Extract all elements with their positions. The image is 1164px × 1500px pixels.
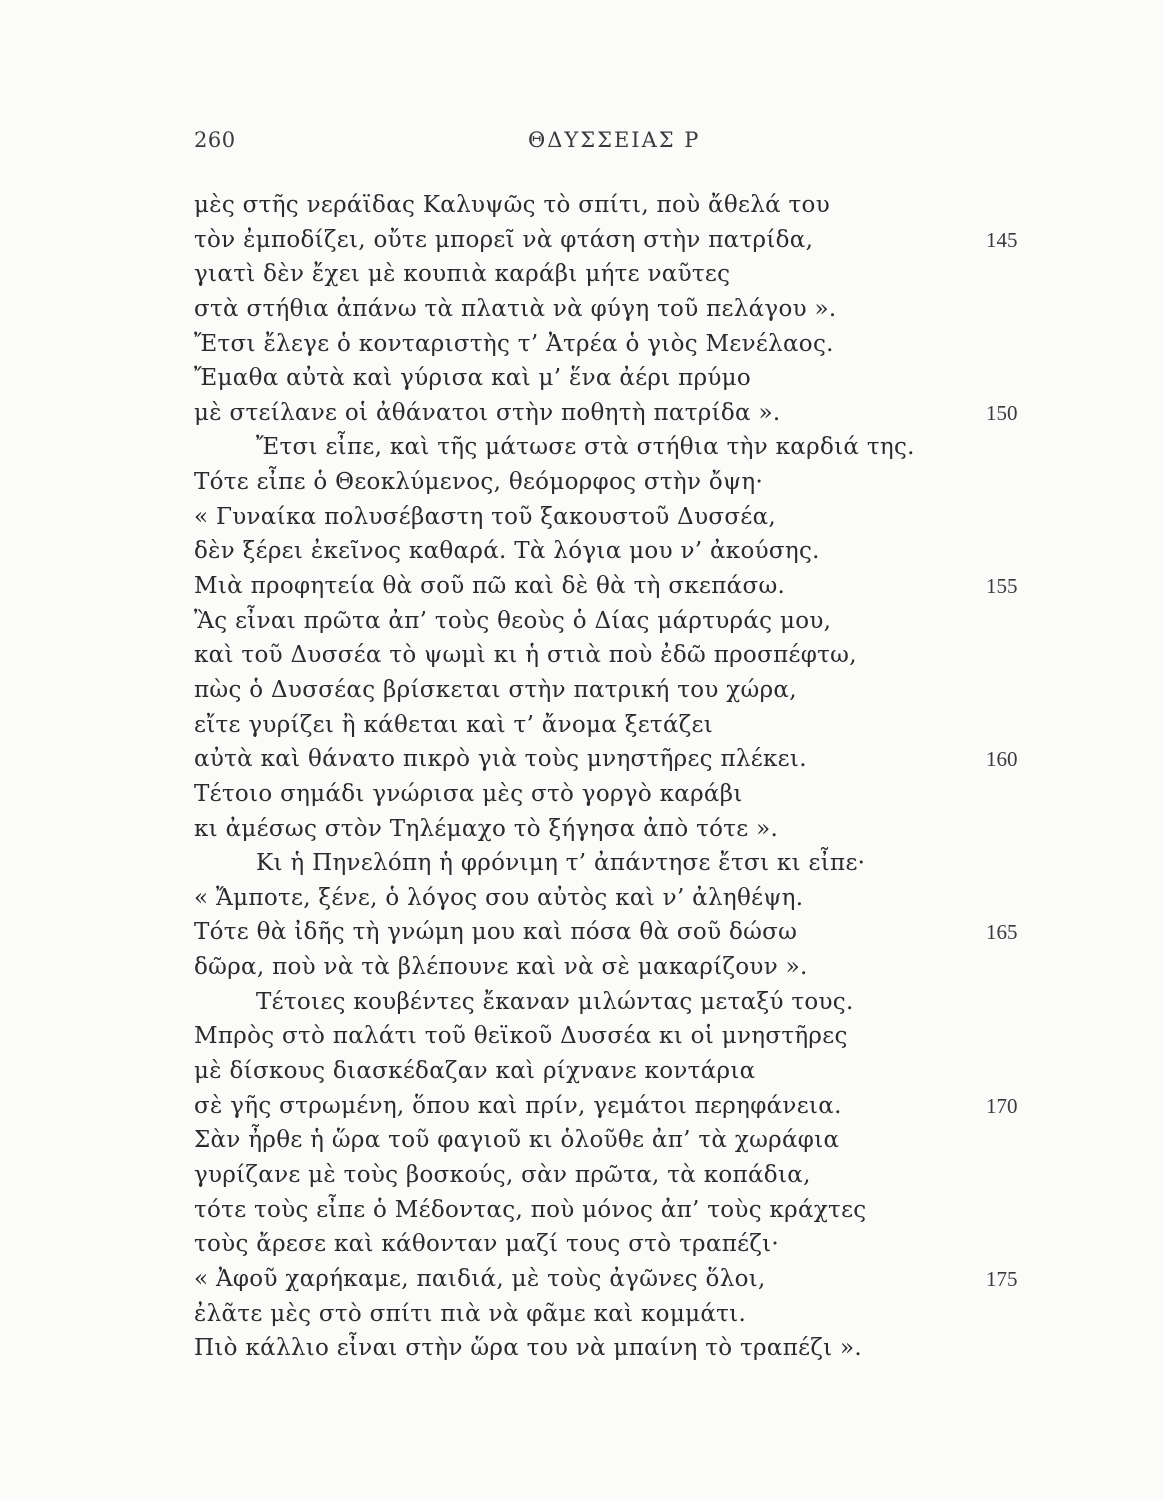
- line-number: 175: [986, 1266, 1018, 1291]
- verse-text: γιατὶ δὲν ἔχει μὲ κουπιὰ καράβι μήτε ναῦτες: [194, 261, 731, 288]
- verse-line: [0, 1123, 1164, 1158]
- verse-text: δὲν ξέρει ἐκεῖνος καθαρά. Τὰ λόγια μου ν’ ἀκούσης.: [194, 538, 820, 565]
- verse-line: [0, 430, 1164, 465]
- verse-line: [0, 950, 1164, 985]
- verse-text: πὼς ὁ Δυσσέας βρίσκεται στὴν πατρική του χώρα,: [194, 676, 797, 703]
- verse-text: Ἔτσι εἶπε, καὶ τῆς μάτωσε στὰ στήθια τὴν καρδιά της.: [256, 434, 915, 461]
- verse-line: [0, 881, 1164, 916]
- page-number: 260: [194, 128, 236, 152]
- verse-line: [0, 742, 1164, 777]
- verse-text: Κι ἡ Πηνελόπη ἡ φρόνιμη τ’ ἀπάντησε ἔτσι κι εἶπε·: [256, 850, 866, 877]
- verse-text: ἐλᾶτε μὲς στὸ σπίτι πιὰ νὰ φᾶμε καὶ κομμάτι.: [194, 1300, 747, 1327]
- verse-text: τοὺς ἄρεσε καὶ κάθονταν μαζί τους στὸ τραπέζι·: [194, 1231, 780, 1258]
- verse-line: [0, 534, 1164, 569]
- verse-text: μὲ δίσκους διασκέδαζαν καὶ ρίχνανε κοντάρια: [194, 1058, 756, 1085]
- running-title: ΘΔΥΣΣΕΙΑΣ Ρ: [528, 128, 701, 152]
- verse-text: μὲς στῆς νεράϊδας Καλυψῶς τὸ σπίτι, ποὺ ἄθελά του: [194, 192, 830, 218]
- verse-text: στὰ στήθια ἀπάνω τὰ πλατιὰ νὰ φύγη τοῦ πελάγου ».: [194, 295, 837, 322]
- verse-line: [0, 1089, 1164, 1124]
- verse-line: [0, 673, 1164, 708]
- verse-line: [0, 1158, 1164, 1193]
- verse-text: τότε τοὺς εἶπε ὁ Μέδοντας, ποὺ μόνος ἀπ’ τοὺς κράχτες: [194, 1196, 867, 1223]
- verse-text: δῶρα, ποὺ νὰ τὰ βλέπουνε καὶ νὰ σὲ μακαρίζουν ».: [194, 954, 808, 981]
- line-number: 150: [986, 400, 1018, 425]
- verse-line: [0, 1193, 1164, 1228]
- verse-line: [0, 188, 1164, 223]
- verse-text: κι ἀμέσως στὸν Τηλέμαχο τὸ ξήγησα ἀπὸ τότε ».: [194, 815, 779, 842]
- line-number: 160: [986, 747, 1018, 772]
- verse-line: [0, 1331, 1164, 1366]
- verse-text: Μιὰ προφητεία θὰ σοῦ πῶ καὶ δὲ θὰ τὴ σκεπάσω.: [194, 573, 786, 600]
- verse-line: [0, 223, 1164, 258]
- verse-line: [0, 915, 1164, 950]
- verse-text: γυρίζανε μὲ τοὺς βοσκούς, σὰν πρῶτα, τὰ κοπάδια,: [194, 1161, 811, 1188]
- verse-text: Τότε εἶπε ὁ Θεοκλύμενος, θεόμορφος στὴν ὄψη·: [194, 469, 764, 496]
- verse-line: [0, 292, 1164, 327]
- verse-text: Ἔτσι ἔλεγε ὁ κονταριστὴς τ’ Ἀτρέα ὁ γιὸς Μενέλαος.: [194, 330, 834, 357]
- verse-text: μὲ στείλανε οἱ ἀθάνατοι στὴν ποθητὴ πατρίδα ».: [194, 399, 781, 426]
- verse-line: [0, 465, 1164, 500]
- verse-line: [0, 1297, 1164, 1332]
- line-number: 145: [986, 227, 1018, 252]
- verse-line: [0, 396, 1164, 431]
- poem-body: [0, 188, 1164, 1366]
- verse-text: σὲ γῆς στρωμένη, ὅπου καὶ πρίν, γεμάτοι περηφάνεια.: [194, 1092, 842, 1119]
- line-number: 155: [986, 574, 1018, 599]
- verse-text: τὸν ἐμποδίζει, οὔτε μπορεῖ νὰ φτάση στὴν πατρίδα,: [194, 226, 814, 253]
- verse-line: [0, 708, 1164, 743]
- verse-line: [0, 1054, 1164, 1089]
- page-header: [0, 128, 1164, 160]
- verse-line: [0, 638, 1164, 673]
- verse-line: [0, 985, 1164, 1020]
- verse-text: καὶ τοῦ Δυσσέα τὸ ψωμὶ κι ἡ στιὰ ποὺ ἐδῶ προσπέφτω,: [194, 642, 857, 669]
- verse-line: [0, 777, 1164, 812]
- verse-line: [0, 1262, 1164, 1297]
- verse-text: « Ἄμποτε, ξένε, ὁ λόγος σου αὐτὸς καὶ ν’ ἀληθέψη.: [194, 884, 804, 911]
- verse-line: [0, 500, 1164, 535]
- verse-line: [0, 257, 1164, 292]
- verse-text: Τέτοιο σημάδι γνώρισα μὲς στὸ γοργὸ καράβι: [194, 780, 743, 807]
- verse-text: εἴτε γυρίζει ἢ κάθεται καὶ τ’ ἄνομα ξετάζει: [194, 711, 714, 738]
- verse-line: [0, 327, 1164, 362]
- verse-line: [0, 604, 1164, 639]
- verse-text: Τέτοιες κουβέντες ἔκαναν μιλώντας μεταξύ τους.: [256, 988, 854, 1015]
- verse-text: Μπρὸς στὸ παλάτι τοῦ θεϊκοῦ Δυσσέα κι οἱ μνηστῆρες: [194, 1023, 848, 1050]
- verse-text: Πιὸ κάλλιο εἶναι στὴν ὥρα του νὰ μπαίνη τὸ τραπέζι ».: [194, 1335, 863, 1362]
- verse-text: Ἂς εἶναι πρῶτα ἀπ’ τοὺς θεοὺς ὁ Δίας μάρτυράς μου,: [194, 607, 832, 634]
- verse-text: Σὰν ἦρθε ἡ ὥρα τοῦ φαγιοῦ κι ὁλοῦθε ἀπ’ τὰ χωράφια: [194, 1127, 840, 1154]
- line-number: 170: [986, 1093, 1018, 1118]
- verse-line: [0, 846, 1164, 881]
- verse-text: « Γυναίκα πολυσέβαστη τοῦ ξακουστοῦ Δυσσέα,: [194, 503, 777, 530]
- verse-line: [0, 812, 1164, 847]
- verse-line: [0, 569, 1164, 604]
- verse-line: [0, 1227, 1164, 1262]
- verse-line: [0, 361, 1164, 396]
- verse-text: « Ἀφοῦ χαρήκαμε, παιδιά, μὲ τοὺς ἀγῶνες ὅλοι,: [194, 1265, 766, 1292]
- verse-line: [0, 1019, 1164, 1054]
- verse-text: Τότε θὰ ἰδῆς τὴ γνώμη μου καὶ πόσα θὰ σοῦ δώσω: [194, 919, 798, 946]
- line-number: 165: [986, 920, 1018, 945]
- verse-text: Ἔμαθα αὐτὰ καὶ γύρισα καὶ μ’ ἕνα ἀέρι πρύμο: [194, 365, 752, 392]
- verse-text: αὐτὰ καὶ θάνατο πικρὸ γιὰ τοὺς μνηστῆρες πλέκει.: [194, 746, 807, 773]
